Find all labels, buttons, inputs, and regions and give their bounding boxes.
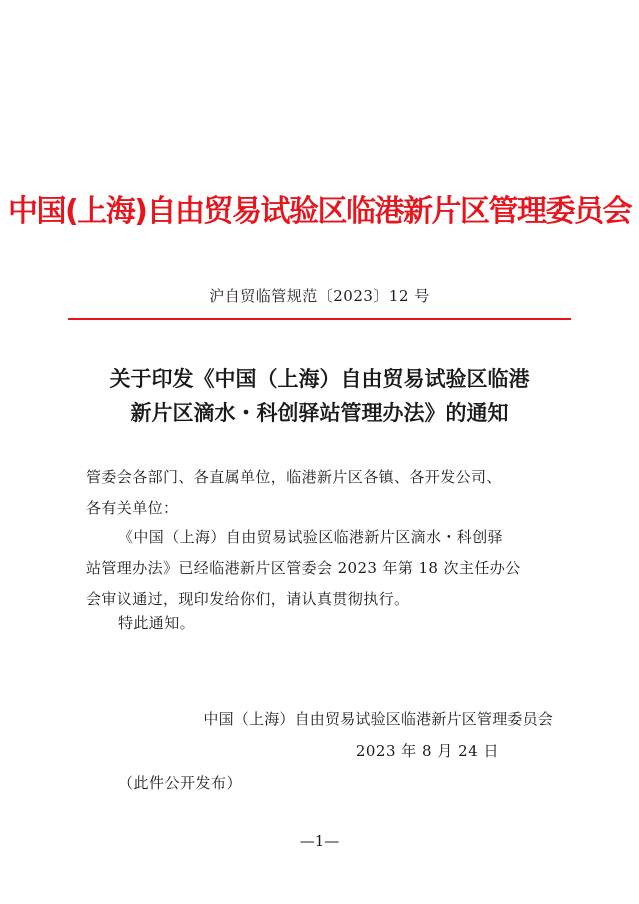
page-number: —1— (299, 832, 340, 850)
signature-issuer: 中国（上海）自由贸易试验区临港新片区管理委员会 (203, 710, 553, 728)
signature-date: 2023 年 8 月 24 日 (355, 742, 499, 760)
title-line-1: 关于印发《中国（上海）自由贸易试验区临港 (109, 366, 530, 391)
addressee-line-1: 管委会各部门、各直属单位，临港新片区各镇、各开发公司、 (86, 468, 502, 486)
notice-title (60, 362, 579, 430)
paragraph-line-1: 《中国（上海）自由贸易试验区临港新片区滴水・科创驿 (118, 528, 504, 546)
issuer-header: 中国(上海)自由贸易试验区临港新片区管理委员会 (8, 194, 631, 229)
title-line-2: 新片区滴水・科创驿站管理办法》的通知 (130, 400, 509, 425)
closing-text: 特此通知。 (118, 614, 196, 632)
addressee-line-2: 各有关单位： (86, 499, 179, 517)
publication-note: （此件公开发布） (118, 774, 243, 792)
body-paragraph (86, 522, 566, 615)
paragraph-line-2: 站管理办法》已经临港新片区管委会 2023 年第 18 次主任办公 (86, 559, 521, 577)
paragraph-line-3: 会审议通过，现印发给你们，请认真贯彻执行。 (86, 590, 410, 608)
addressee (86, 462, 566, 524)
red-divider-line (68, 318, 571, 320)
document-number: 沪自贸临管规范〔2023〕12 号 (209, 287, 430, 305)
